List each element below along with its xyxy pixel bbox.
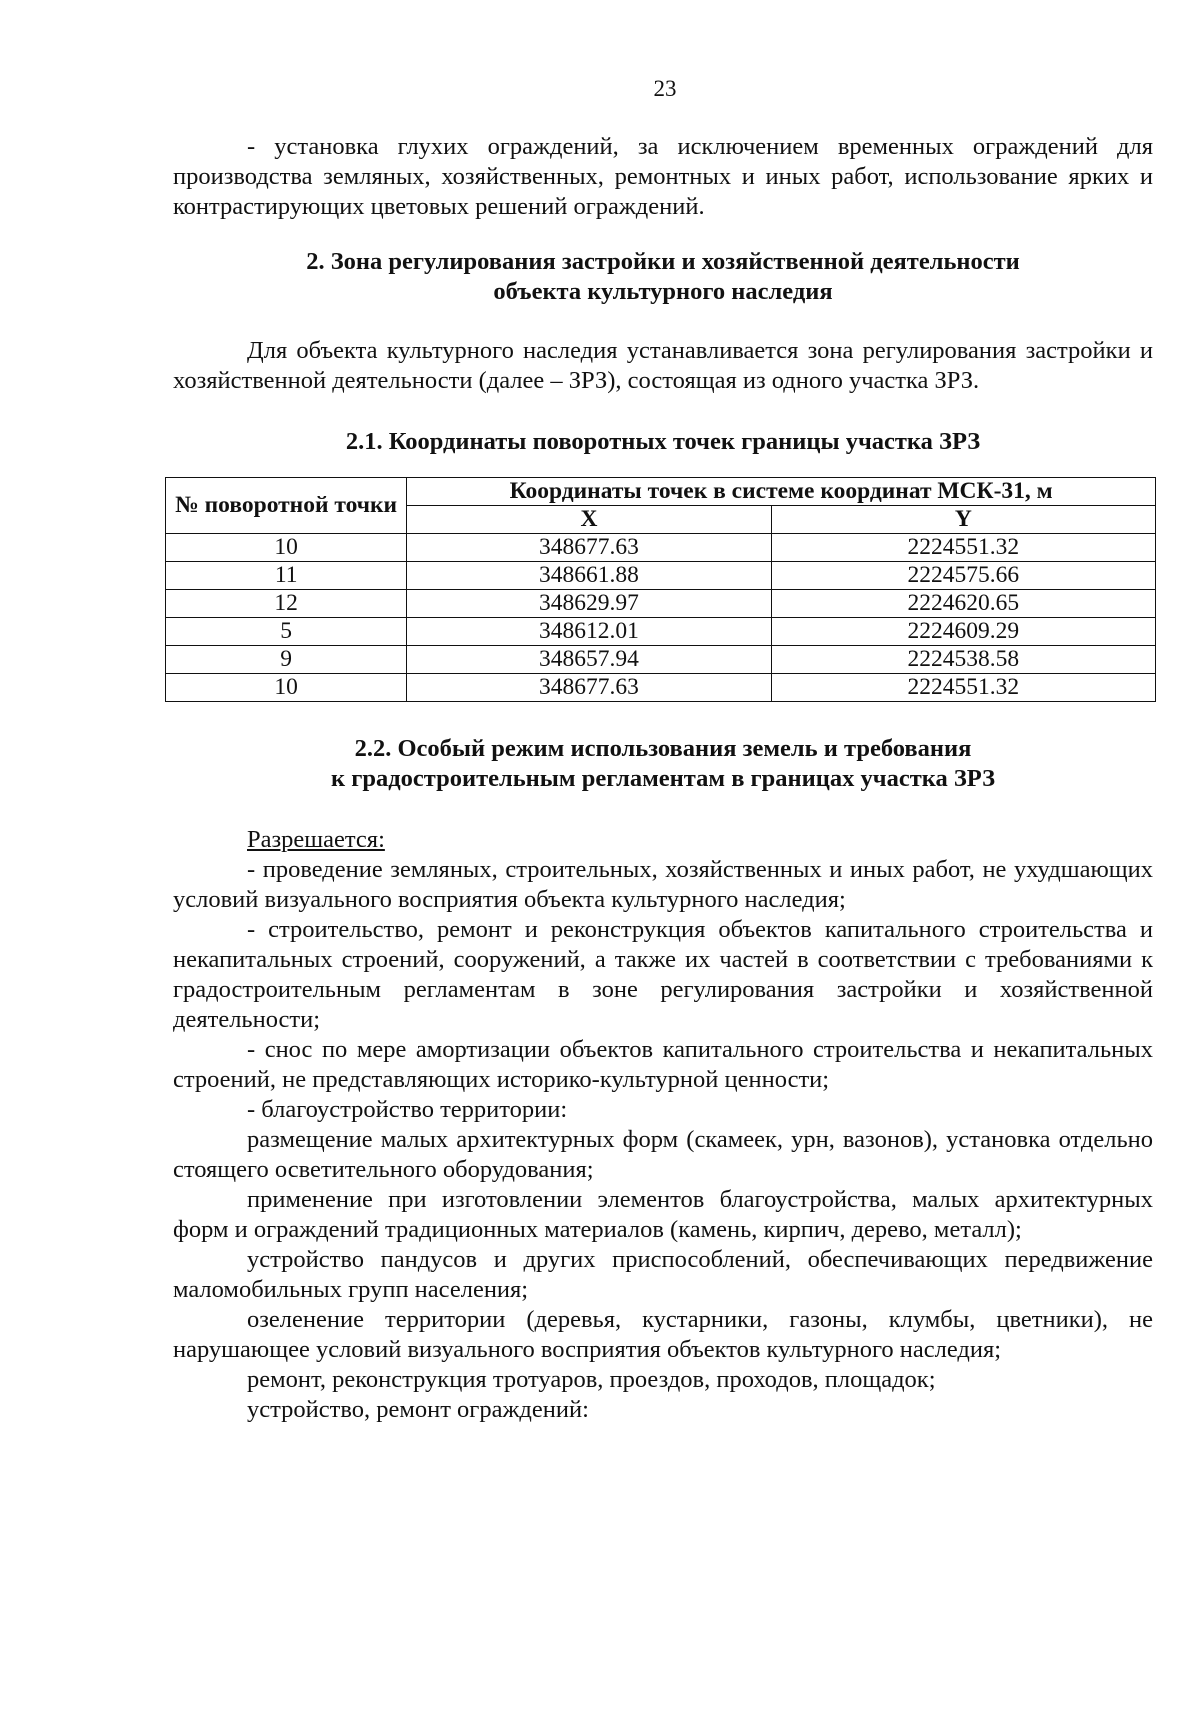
cell-y: 2224575.66 [771, 562, 1155, 590]
section-2-intro: Для объекта культурного наследия устанавливается зона регулирования застройки и хозяйственной деятельности (далее – ЗРЗ), состоящая из одного участка ЗРЗ. [173, 337, 1153, 394]
allowed-item: - благоустройство территории: [247, 1096, 568, 1123]
cell-point: 10 [166, 534, 407, 562]
cell-point: 9 [166, 646, 407, 674]
table-row [166, 674, 1156, 702]
section-2-2-title-line2: к градостроительным регламентам в границах участка ЗРЗ [330, 765, 995, 792]
cell-point: 12 [166, 590, 407, 618]
allowed-item: ремонт, реконструкция тротуаров, проездов, проходов, площадок; [247, 1366, 936, 1393]
allowed-label [173, 825, 1153, 855]
section-2-title-line1: 2. Зона регулирования застройки и хозяйственной деятельности [306, 248, 1020, 275]
allowed-item: применение при изготовлении элементов благоустройства, малых архитектурных форм и ограждений традиционных материалов (камень, кирпич, дерево, металл); [173, 1186, 1153, 1243]
section-2-title-line2: объекта культурного наследия [493, 278, 833, 305]
section-2-2-title-line1: 2.2. Особый режим использования земель и требования [354, 735, 972, 762]
section-2-2-heading [173, 734, 1153, 794]
coordinates-table [165, 477, 1156, 702]
cell-x: 348677.63 [407, 534, 771, 562]
allowed-item: - строительство, ремонт и реконструкция объектов капитального строительства и некапитальных строений, сооружений, а также их частей в соответствии с требованиями к градостроительным регламентам в зоне регулирования застройки и хозяйственной деятельности; [173, 916, 1153, 1033]
allowed-item: - проведение земляных, строительных, хозяйственных и иных работ, не ухудшающих условий визуального восприятия объекта культурного наследия; [173, 856, 1153, 913]
allowed-item: размещение малых архитектурных форм (скамеек, урн, вазонов), установка отдельно стоящего осветительного оборудования; [173, 1126, 1153, 1183]
page-number: 23 [653, 76, 677, 101]
header-y: Y [771, 506, 1155, 534]
cell-y: 2224551.32 [771, 674, 1155, 702]
cell-point: 10 [166, 674, 407, 702]
cell-y: 2224609.29 [771, 618, 1155, 646]
cell-point: 5 [166, 618, 407, 646]
allowed-label-text: Разрешается: [247, 826, 385, 853]
cell-y: 2224620.65 [771, 590, 1155, 618]
header-point-number: № поворотной точки [166, 478, 407, 534]
allowed-item: устройство, ремонт ограждений: [247, 1396, 589, 1423]
cell-x: 348629.97 [407, 590, 771, 618]
opening-paragraph: - установка глухих ограждений, за исключением временных ограждений для производства земляных, хозяйственных, ремонтных и иных работ, использование ярких и контрастирующих цветовых решений ограждений. [173, 133, 1153, 220]
section-2-heading [173, 247, 1153, 307]
table-row [166, 618, 1156, 646]
allowed-item: устройство пандусов и других приспособлений, обеспечивающих передвижение маломобильных групп населения; [173, 1246, 1153, 1303]
cell-x: 348661.88 [407, 562, 771, 590]
section-2-1-heading: 2.1. Координаты поворотных точек границы участка ЗРЗ [345, 428, 981, 455]
header-x: X [407, 506, 771, 534]
cell-x: 348677.63 [407, 674, 771, 702]
cell-y: 2224551.32 [771, 534, 1155, 562]
allowed-item: - снос по мере амортизации объектов капитального строительства и некапитальных строений, не представляющих историко-культурной ценности; [173, 1036, 1153, 1093]
table-row [166, 646, 1156, 674]
table-row [166, 534, 1156, 562]
cell-point: 11 [166, 562, 407, 590]
cell-y: 2224538.58 [771, 646, 1155, 674]
allowed-item: озеленение территории (деревья, кустарники, газоны, клумбы, цветники), не нарушающее условий визуального восприятия объектов культурного наследия; [173, 1306, 1153, 1363]
header-coordinates: Координаты точек в системе координат МСК-31, м [407, 478, 1156, 506]
cell-x: 348612.01 [407, 618, 771, 646]
cell-x: 348657.94 [407, 646, 771, 674]
page-content [173, 132, 1153, 1425]
table-row [166, 562, 1156, 590]
table-row [166, 590, 1156, 618]
